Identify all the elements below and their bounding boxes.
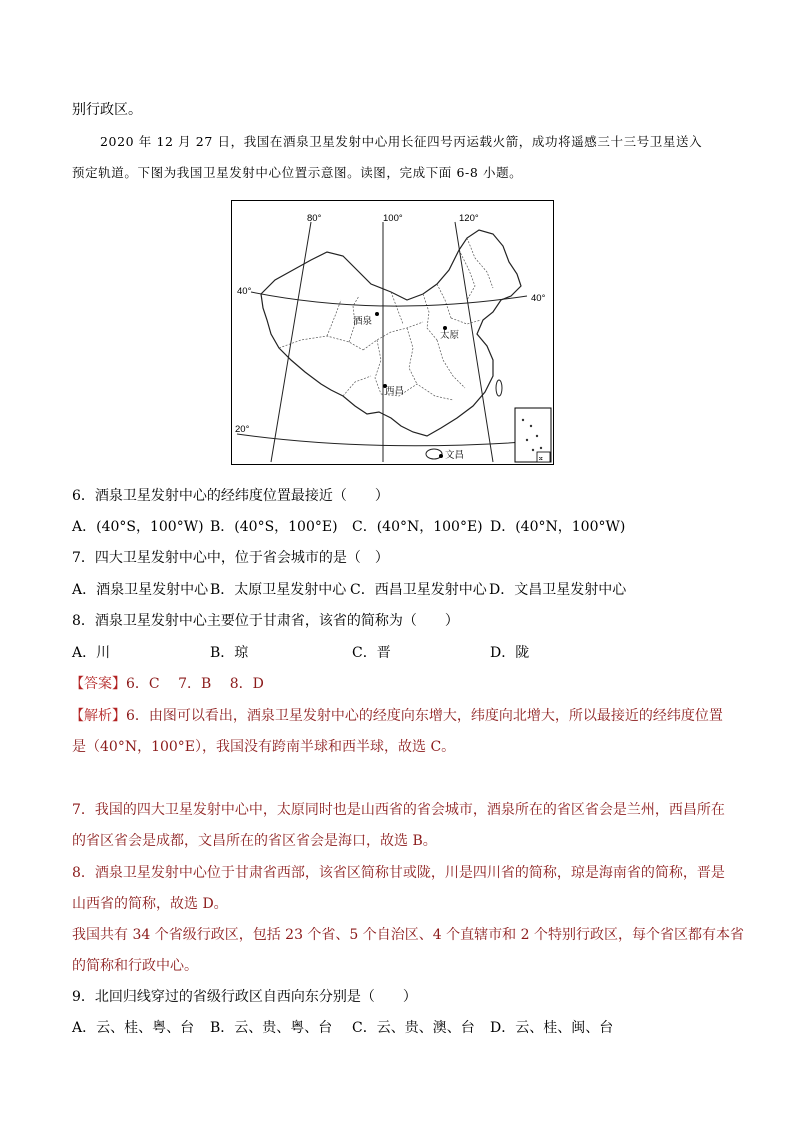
analysis-text-1: 6．由图可以看出，酒泉卫星发射中心的经度向东增大，纬度向北增大，所以最接近的经纬度位置 [126, 708, 723, 724]
q7-option-b[interactable]: B．太原卫星发射中心 [210, 582, 347, 598]
q7-option-c[interactable]: C．西昌卫星发射中心 [350, 582, 487, 598]
wenchang-marker [439, 454, 443, 458]
city-xichang: 西昌 [385, 386, 405, 397]
question-6-stem: 6．酒泉卫星发射中心的经纬度位置最接近（ ） [72, 488, 389, 504]
launch-center-map [231, 200, 554, 465]
city-wenchang: 文昌 [445, 450, 465, 461]
q9-option-c[interactable]: C．云、贵、澳、台 [352, 1020, 475, 1036]
q7-option-a[interactable]: A．酒泉卫星发射中心 [72, 582, 209, 598]
q9-option-d[interactable]: D．云、桂、闽、台 [490, 1020, 614, 1036]
question-8-stem: 8．酒泉卫星发射中心主要位于甘肃省，该省的简称为（ ） [72, 613, 459, 629]
analysis-line-3: 7．我国的四大卫星发射中心中，太原同时也是山西省的省会城市，酒泉所在的省区省会是兰州，西昌所在 [72, 802, 725, 818]
lon-label-120: 120° [459, 213, 479, 224]
lat-label-20: 20° [235, 424, 250, 435]
analysis-line-2: 是（40°N，100°E），我国没有跨南半球和西半球，故选 C。 [72, 739, 456, 755]
q6-option-d[interactable]: D．(40°N，100°W) [490, 519, 626, 535]
analysis-line-4: 的省区省会是成都，文昌所在的省区省会是海口，故选 B。 [72, 833, 437, 849]
q6-option-c[interactable]: C．(40°N，100°E) [352, 519, 483, 535]
intro-line-2: 预定轨道。下图为我国卫星发射中心位置示意图。读图，完成下面 6-8 小题。 [72, 165, 523, 180]
q6-option-b[interactable]: B．(40°S，100°E) [210, 519, 338, 535]
jiuquan-marker [375, 312, 379, 316]
q8-option-c[interactable]: C．晋 [352, 645, 391, 661]
q7-option-d[interactable]: D．文昌卫星发射中心 [489, 582, 627, 598]
q9-option-b[interactable]: B．云、贵、粤、台 [210, 1020, 333, 1036]
intro-line-0: 别行政区。 [72, 102, 142, 118]
answer-line [70, 676, 264, 692]
analysis-line-6: 山西省的简称，故选 D。 [72, 896, 228, 912]
city-jiuquan: 酒泉 [353, 316, 373, 327]
city-taiyuan: 太原 [440, 330, 460, 341]
analysis-tag: 【解析】 [70, 708, 126, 724]
analysis-line-1 [70, 708, 723, 724]
q9-option-a[interactable]: A．云、桂、粤、台 [72, 1020, 195, 1036]
analysis-line-8: 的简称和行政中心。 [72, 958, 198, 974]
q8-option-a[interactable]: A．川 [72, 645, 111, 661]
q8-option-b[interactable]: B．琼 [210, 645, 249, 661]
analysis-line-5: 8．酒泉卫星发射中心位于甘肃省西部，该省区简称甘或陇，川是四川省的简称，琼是海南省的简称，晋是 [72, 865, 725, 881]
question-9-stem: 9．北回归线穿过的省级行政区自西向东分别是（ ） [72, 989, 417, 1005]
intro-line-1: 2020 年 12 月 27 日，我国在酒泉卫星发射中心用长征四号丙运载火箭，成功将遥感三十三号卫星送入 [100, 134, 703, 149]
lon-label-80: 80° [307, 213, 322, 224]
inset-label: 𝄪 [539, 453, 543, 462]
lat-label-40-west: 40° [237, 286, 252, 297]
lat-label-40-east: 40° [531, 293, 546, 304]
question-7-stem: 7．四大卫星发射中心中，位于省会城市的是（ ） [72, 550, 389, 566]
analysis-line-7: 我国共有 34 个省级行政区，包括 23 个省、5 个自治区、4 个直辖市和 2 个特别行政区，每个省区都有本省 [72, 927, 744, 943]
q6-option-a[interactable]: A．(40°S，100°W) [72, 519, 204, 535]
answer-text: 6．C 7．B 8．D [126, 676, 264, 692]
answer-tag: 【答案】 [70, 676, 126, 692]
lon-label-100: 100° [383, 213, 403, 224]
q8-option-d[interactable]: D．陇 [490, 645, 530, 661]
